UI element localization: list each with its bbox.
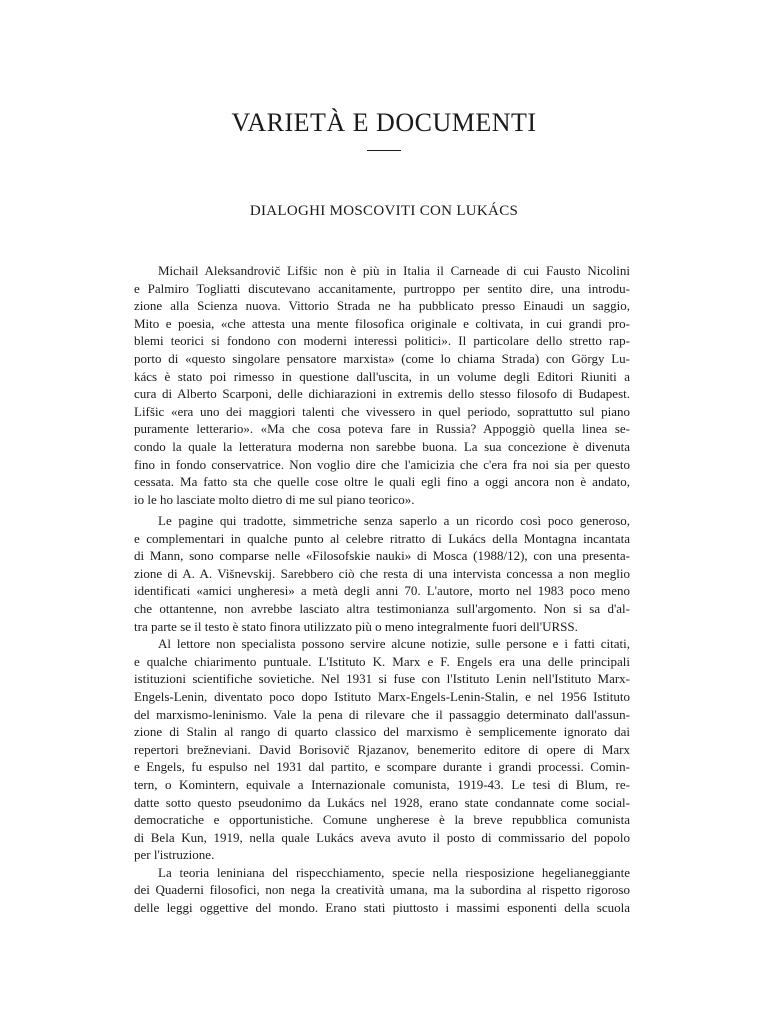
text-line: Engels-Lenin, diventato poco dopo Istituto Marx-Engels-Lenin-Stalin, e nel 1956 Istituto — [134, 688, 630, 704]
text-line: delle leggi oggettive del mondo. Erano stati piuttosto i massimi esponenti della scuola — [134, 900, 630, 916]
text-line: e Palmiro Togliatti discutevano accanitamente, purtroppo per sentito dire, una introdu- — [134, 280, 630, 296]
text-line: Le pagine qui tradotte, simmetriche senza saperlo a un ricordo così poco generoso, — [158, 513, 630, 528]
text-line: zione di A. A. Višnevskij. Sarebbero ciò che resta di una intervista concessa a non meglio — [134, 565, 630, 581]
text-line: repertori brežneviani. David Borisovič Rjazanov, benemerito editore di opere di Marx — [134, 741, 630, 757]
intro-paragraph — [134, 262, 630, 508]
text-line: e qualche chiarimento puntuale. L'Istituto K. Marx e F. Engels era una delle principali — [134, 653, 630, 669]
section-title: VARIETÀ E DOCUMENTI — [231, 108, 537, 137]
notes-paragraph-3 — [134, 864, 630, 917]
text-line: che ottantenne, non avrebbe lasciato altra testimonianza sull'argomento. Non si sa d'al- — [134, 600, 630, 616]
text-line: e complementari in qualche punto al celebre ritratto di Lukács della Montagna incantata — [134, 530, 630, 546]
text-line: di Mann, sono comparse nelle «Filosofskie nauki» di Mosca (1988/12), con una presenta- — [134, 548, 630, 564]
notes-paragraph-1 — [134, 512, 630, 635]
title-divider — [367, 150, 401, 151]
text-line: Michail Aleksandrovič Lifšic non è più in Italia il Carneade di cui Fausto Nicolini — [158, 263, 630, 278]
article-title: DIALOGHI MOSCOVITI CON LUKÁCS — [249, 203, 519, 219]
notes-paragraph-2 — [134, 635, 630, 864]
notes-section — [134, 512, 630, 917]
text-line: di Bela Kun, 1919, nella quale Lukács aveva avuto il posto di commissario del popolo — [134, 829, 630, 845]
text-line: fino in fondo conservatrice. Non voglio dire che l'amicizia che c'era fra noi sia per questo — [134, 456, 630, 472]
text-line: tra parte se il testo è stato finora utilizzato più o meno integralmente fuori dell'URSS. — [134, 618, 578, 634]
text-line: cessata. Ma fatto sta che quelle cose oltre le quali egli fino a oggi ancora non è andato, — [134, 474, 630, 490]
text-line: per l'istruzione. — [134, 847, 215, 863]
text-line: La teoria leniniana del rispecchiamento, specie nella riesposizione hegelianeggiante — [158, 864, 630, 880]
text-line: Lifšic «era uno dei maggiori talenti che vivessero in quel periodo, soprattutto sul piano — [134, 403, 630, 419]
text-line: condo la quale la letteratura moderna non sarebbe buona. La sua concezione è divenuta — [134, 438, 630, 454]
text-line: puramente letterario». «Ma che cosa poteva fare in Russia? Appoggiò quella linea se- — [134, 421, 630, 437]
text-line: identificati «amici ungheresi» a metà degli anni 70. L'autore, morto nel 1983 poco meno — [134, 583, 630, 599]
text-line: tern, o Komintern, equivale a Internazionale comunista, 1919-43. Le tesi di Blum, re- — [134, 776, 630, 792]
text-line: e Engels, fu espulso nel 1931 dal partito, e scompare durante i grandi processi. Comin- — [134, 759, 630, 775]
text-line: cura di Alberto Scarponi, delle dichiarazioni in extremis dello stesso filosofo di Budapest. — [134, 386, 630, 402]
text-line: blemi teorici si fondono con moderni interessi politici». Il particolare dello stretto rap- — [134, 333, 630, 349]
text-line: zione di Stalin al rango di quarto classico del marxismo è semplicemente ignorato dai — [134, 724, 630, 740]
text-line: Al lettore non specialista possono servire alcune notizie, sulle persone e i fatti citati, — [158, 636, 630, 652]
text-line: zione alla Scienza nuova. Vittorio Strada ne ha pubblicato presso Einaudi un saggio, — [134, 298, 630, 314]
text-line: io le ho lasciate molto dietro di me sul piano teorico». — [134, 491, 415, 507]
text-line: democratiche e opportunistiche. Comune ungherese è la breve repubblica comunista — [134, 812, 630, 828]
text-line: istituzioni scientifiche sovietiche. Nel 1931 si fuse con l'Istituto Lenin nell'Istituto Marx- — [134, 671, 630, 687]
text-line: porto di «questo singolare pensatore marxista» (come lo chiama Strada) con Görgy Lu- — [134, 350, 630, 366]
text-line: dei Quaderni filosofici, non nega la creatività umana, ma la subordina al rispetto rigoroso — [134, 882, 630, 898]
text-line: Mito e poesia, «che attesta una mente filosofica originale e coltivata, in cui grandi pro- — [134, 315, 630, 331]
text-line: datte sotto questo pseudonimo da Lukács nel 1928, erano state condannate come social- — [134, 794, 630, 810]
text-line: del marxismo-leninismo. Vale la pena di rilevare che il passaggio determinato dall'assun- — [134, 706, 630, 722]
text-line: kács è stato poi rimesso in questione dall'uscita, in un volume degli Editori Riuniti a — [134, 368, 630, 384]
